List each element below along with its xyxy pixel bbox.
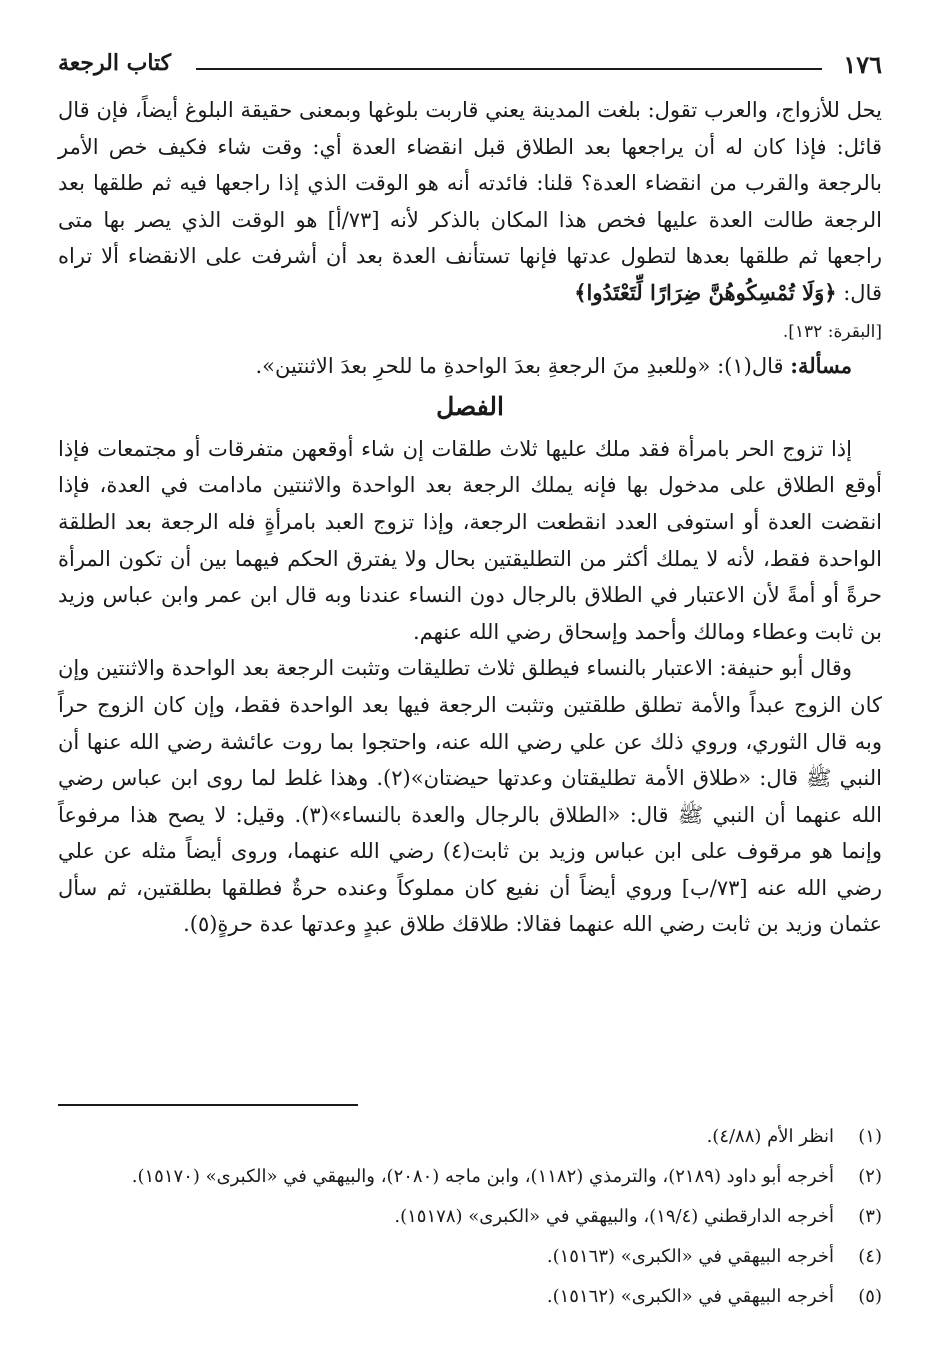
- chapter-title: كتاب الرجعة: [58, 50, 172, 76]
- footnote-item: [58, 1240, 882, 1274]
- footnote-number: (٣): [858, 1206, 882, 1227]
- footnote-item: [58, 1200, 882, 1234]
- footnote-text: أخرجه أبو داود (٢١٨٩)، والترمذي (١١٨٢)، وابن ماجه (٢٠٨٠)، والبيهقي في «الكبرى» (١٥١٧٠).: [131, 1166, 834, 1187]
- paragraph-continuation: [58, 92, 882, 348]
- paragraph-abu-hanifa: وقال أبو حنيفة: الاعتبار بالنساء فيطلق ثلاث تطليقات وتثبت الرجعة بعد الواحدة والاثنتين وإن كان الزوج عبداً والأمة تطلق طلقتين وتثبت الرجعة فيها بعد الواحدة فقط، وإن كان الزوج حراً وبه قال الثوري، وروي ذلك عن علي رضي الله عنه، واحتجوا بما روت عائشة رضي الله عنها أن النبي ﷺ قال: «طلاق الأمة تطليقتان وعدتها حيضتان»(٢). وهذا غلط لما روى ابن عباس رضي الله عنهما أن النبي ﷺ قال: «الطلاق بالرجال والعدة بالنساء»(٣). وقيل: لا يصح هذا مرفوعاً وإنما هو مرقوف على ابن عباس وزيد بن ثابت(٤) رضي الله عنهما، وروى أيضاً مثله عن علي رضي الله عنه [٧٣/ب] وروي أيضاً أن نفيع كان مملوكاً وعنده حرةٌ فطلقها بطلقتين، ثم سأل عثمان وزيد بن ثابت رضي الله عنهما فقالا: طلاقك طلاق عبدٍ وعدتها عدة حرةٍ(٥).: [58, 656, 883, 937]
- footnote-number: (١): [858, 1126, 882, 1147]
- footnote-number: (٥): [858, 1286, 882, 1307]
- footnote-text: أخرجه البيهقي في «الكبرى» (١٥١٦٢).: [546, 1286, 834, 1307]
- paragraph-fasl: إذا تزوج الحر بامرأة فقد ملك عليها ثلاث طلقات إن شاء أوقعهن متفرقات أو مجتمعات فإذا أوقع الطلاق على مدخول بها فإنه يملك الرجعة بعد الواحدة والاثنتين مادامت في العدة، فإذا انقضت العدة أو استوفى العدد انقطعت الرجعة، وإذا تزوج العبد بامرأةٍ فله الرجعة بعد الطلقة الواحدة فقط، لأنه لا يملك أكثر من التطليقتين بحال ولا يفترق الحكم فيهما بين أن تكون المرأة حرةً أو أمةً لأن الاعتبار في الطلاق بالرجال دون النساء عندنا وبه قال ابن عمر وابن عباس وزيد بن ثابت وعطاء ومالك وأحمد وإسحاق رضي الله عنهم.: [58, 436, 882, 644]
- footnote-text: انظر الأم (٤/٨٨).: [706, 1126, 834, 1147]
- page-number: ١٧٦: [843, 50, 882, 79]
- footnotes: [58, 1120, 882, 1320]
- issue-paragraph: [58, 348, 882, 385]
- paragraph-text: يحل للأزواج، والعرب تقول: بلغت المدينة يعني قاربت بلوغها وبمعنى حقيقة البلوغ أيضاً، فإن قال قائل: فإذا كان له أن يراجعها بعد الطلاق قبل انقضاء العدة أي: وقت شاء فكيف خص الأمر بالرجعة والقرب من انقضاء العدة؟ قلنا: فائدته أنه هو الوقت الذي إذا راجعها فيه ثم طلقها بعد الرجعة طالت العدة عليها فخص هذا المكان بالذكر لأنه [٧٣/أ] هو الوقت الذي يصر بها متى راجعها ثم طلقها بعدها لتطول عدتها فإنها تستأنف العدة بعد أن أشرفت على الانقضاء ألا تراه قال:: [58, 98, 882, 305]
- footnote-text: أخرجه الدارقطني (١٩/٤)، والبيهقي في «الكبرى» (١٥١٧٨).: [394, 1206, 834, 1227]
- main-text: [58, 92, 882, 943]
- verse-reference: [البقرة: ١٣٢].: [782, 321, 882, 342]
- issue-label: مسألة:: [790, 353, 852, 379]
- footnote-separator: [58, 1104, 358, 1106]
- footnote-item: [58, 1280, 882, 1314]
- section-heading: الفصل: [436, 391, 504, 421]
- footnote-number: (٤): [858, 1246, 882, 1267]
- issue-text: قال(١): «وللعبدِ منَ الرجعةِ بعدَ الواحدةِ ما للحرِ بعدَ الاثنتين».: [255, 354, 784, 379]
- quran-verse: ﴿وَلَا تُمْسِكُوهُنَّ ضِرَارًا لِّتَعْتَدُوا﴾: [574, 279, 837, 305]
- book-page: [58, 0, 882, 1370]
- footnote-number: (٢): [858, 1166, 882, 1187]
- page-header: [58, 44, 882, 80]
- footnote-item: [58, 1120, 882, 1154]
- footnote-item: [58, 1160, 882, 1194]
- footnote-text: أخرجه البيهقي في «الكبرى» (١٥١٦٣).: [546, 1246, 834, 1267]
- header-rule: [196, 68, 822, 70]
